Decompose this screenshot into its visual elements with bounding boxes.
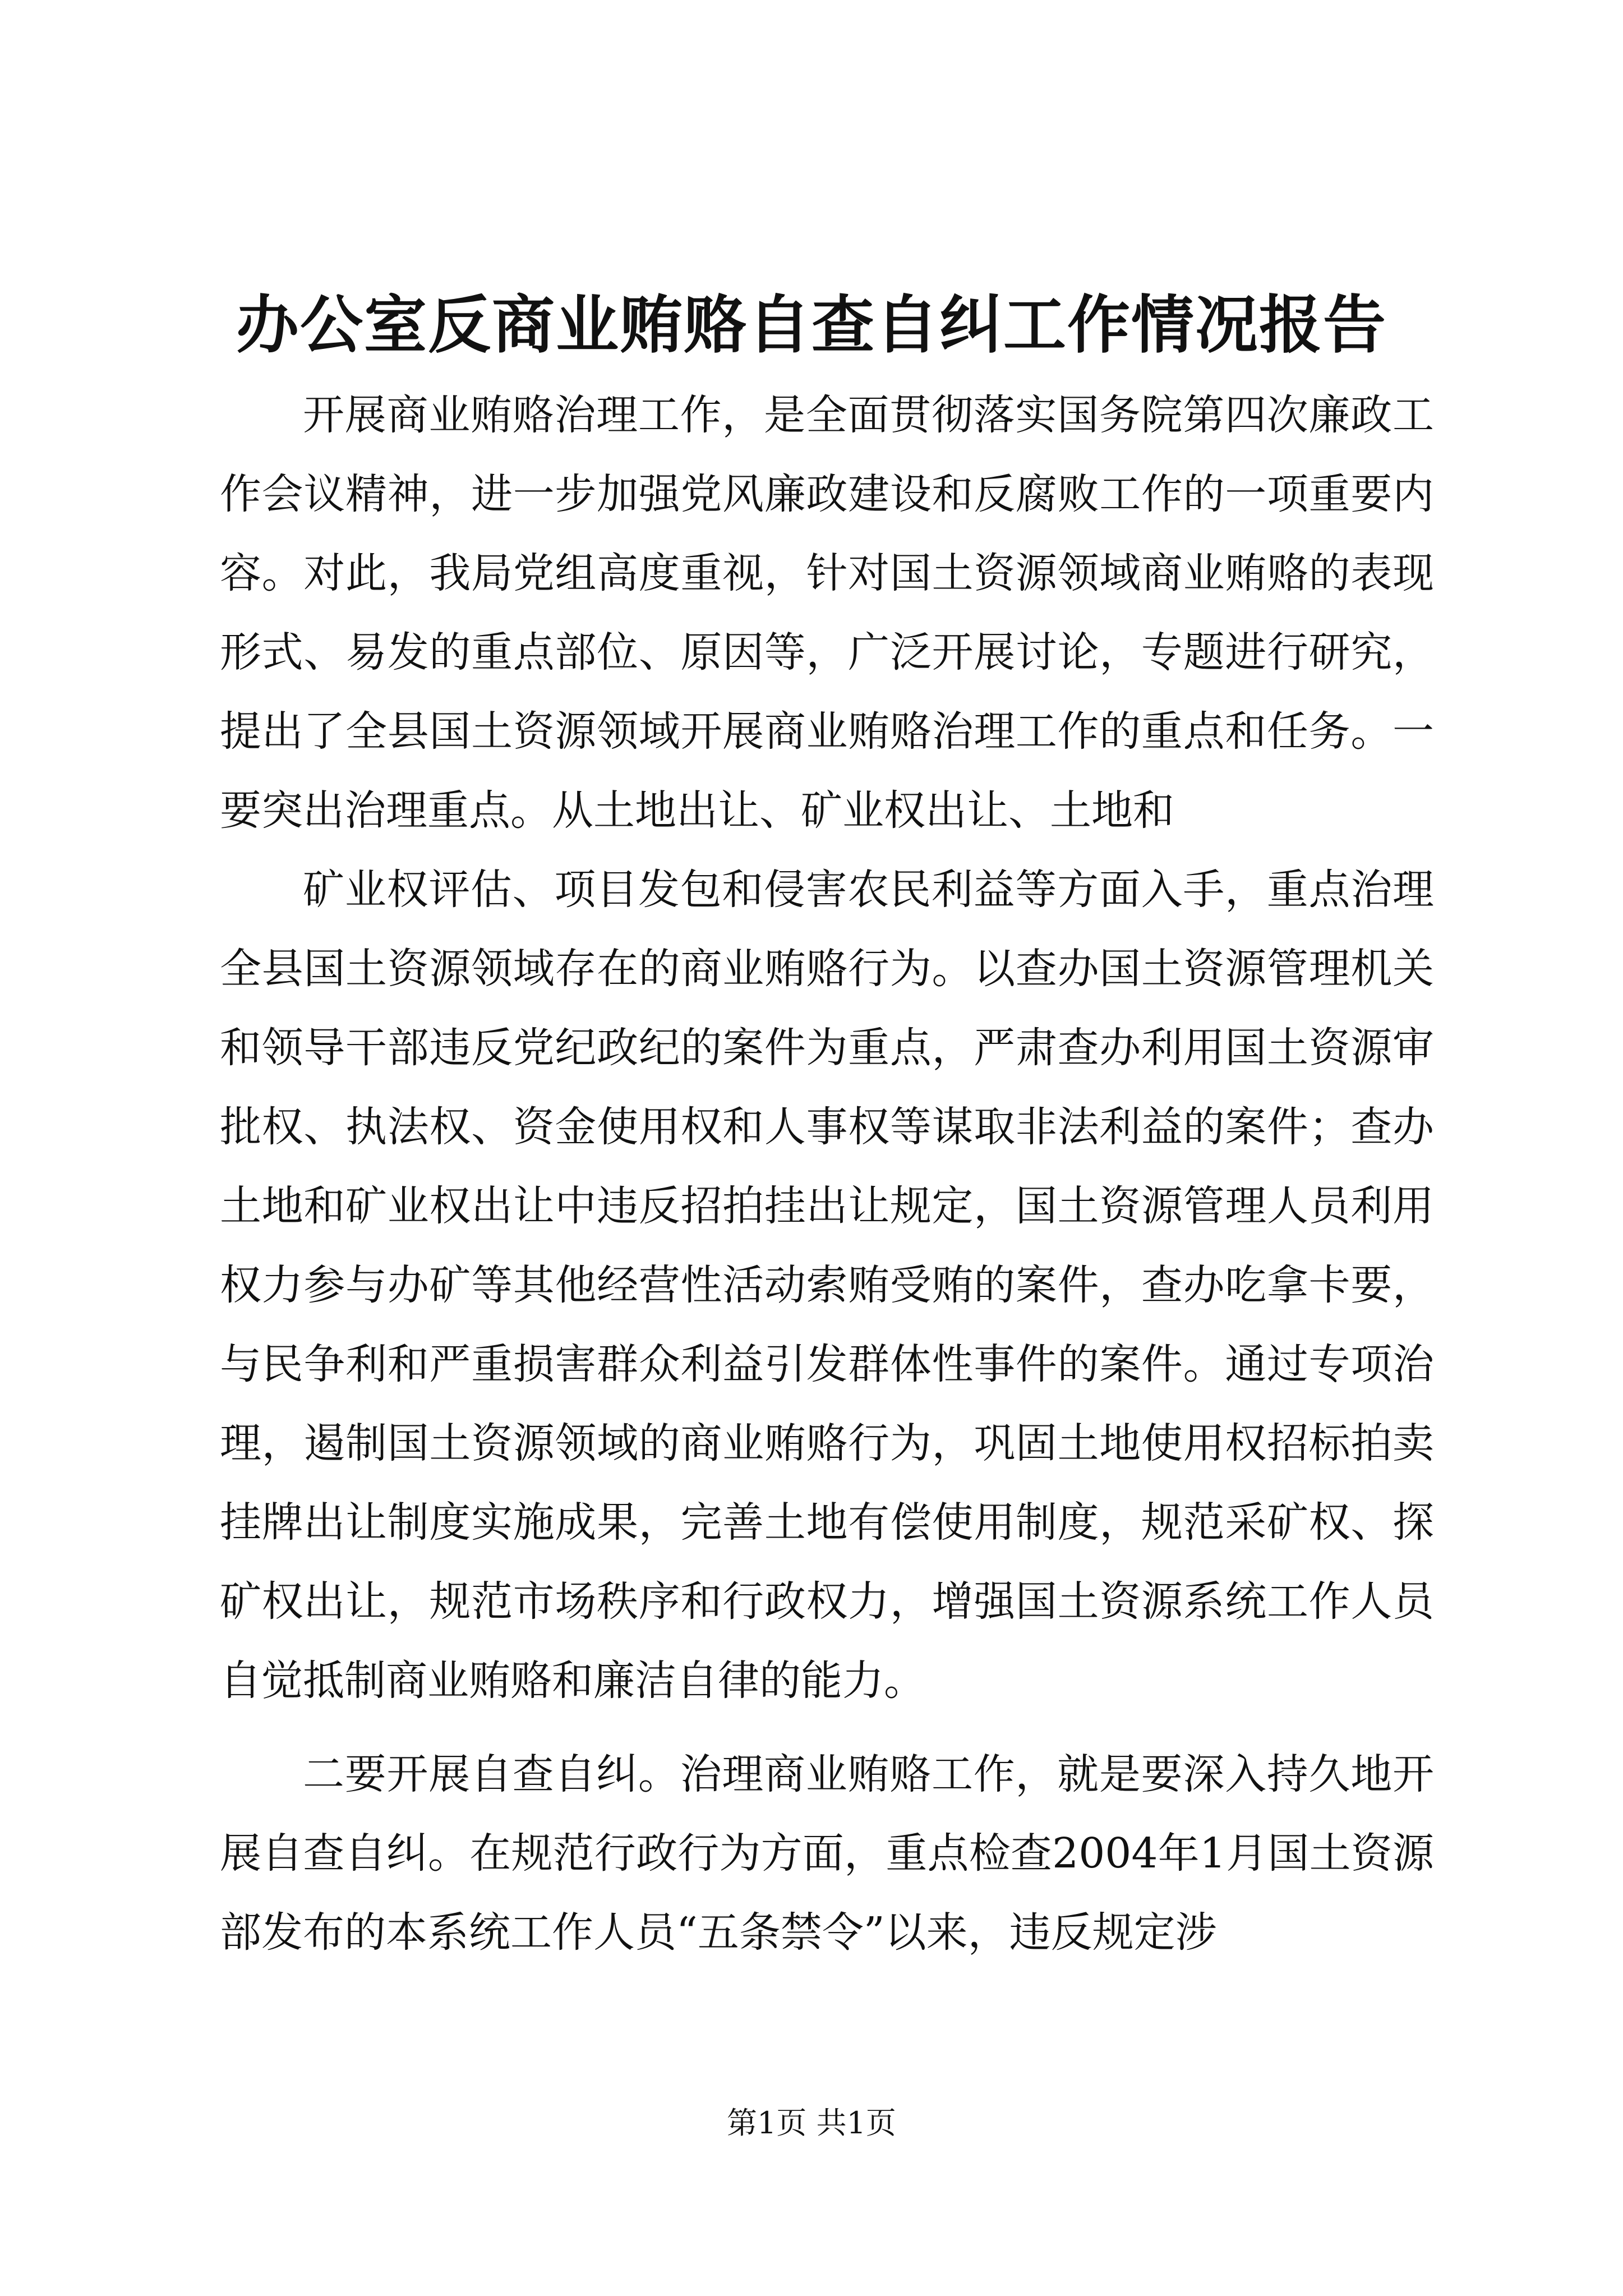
paragraph-3: 二要开展自查自纠。治理商业贿赂工作，就是要深入持久地开展自查自纠。在规范行政行为方面，重点检查2004年1月国土资源部发布的本系统工作人员“五条禁令”以来，违反规定涉 — [220, 1750, 1434, 1957]
paragraph-2: 矿业权评估、项目发包和侵害农民利益等方面入手，重点治理全县国土资源领域存在的商业贿赂行为。以查办国土资源管理机关和领导干部违反党纪政纪的案件为重点，严肃查办利用国土资源审批权、执法权、资金使用权和人事权等谋取非法利益的案件；查办土地和矿业权出让中违反招拍挂出让规定，国土资源管理人员利用权力参与办矿等其他经营性活动索贿受贿的案件，查办吃拿卡要，与民争利和严重损害群众利益引发群体性事件的案件。通过专项治理，遏制国土资源领域的商业贿赂行为，巩固土地使用权招标拍卖挂牌出让制度实施成果，完善土地有偿使用制度，规范采矿权、探矿权出让，规范市场秩序和行政权力，增强国土资源系统工作人员自觉抵制商业贿赂和廉洁自律的能力。 — [220, 866, 1434, 1705]
paragraph-1: 开展商业贿赂治理工作，是全面贯彻落实国务院第四次廉政工作会议精神，进一步加强党风廉政建设和反腐败工作的一项重要内容。对此，我局党组高度重视，针对国土资源领域商业贿赂的表现形式、易发的重点部位、原因等，广泛开展讨论，专题进行研究，提出了全县国土资源领域开展商业贿赂治理工作的重点和任务。一要突出治理重点。从土地出让、矿业权出让、土地和 — [220, 391, 1434, 835]
document-body — [220, 376, 1434, 1972]
document-title: 办公室反商业贿赂自查自纠工作情况报告 — [236, 288, 1387, 362]
page-number-footer: 第1页 共1页 — [727, 2105, 896, 2141]
